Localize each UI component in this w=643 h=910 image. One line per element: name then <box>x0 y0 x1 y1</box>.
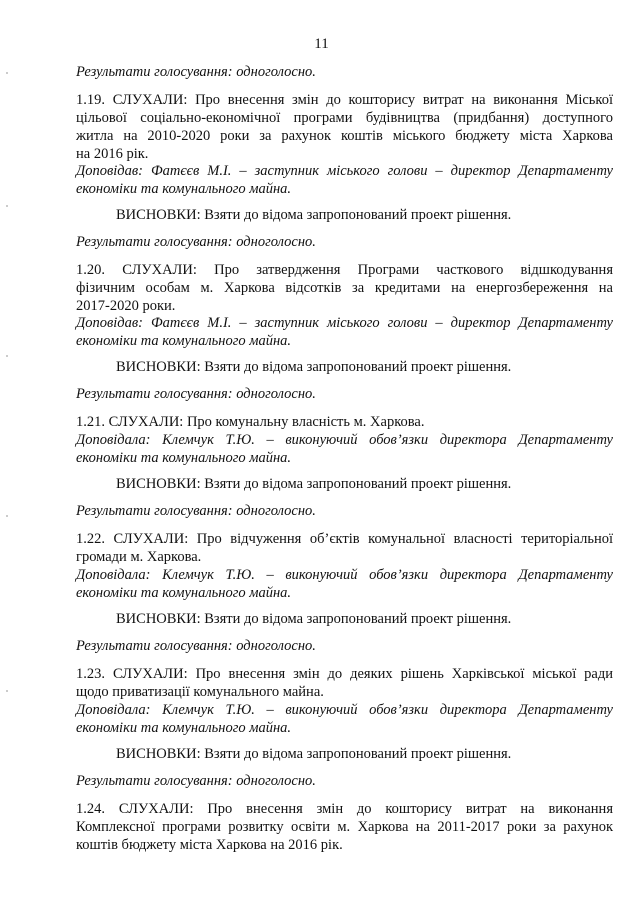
item-1-24-heard-line: Комплексної програми розвитку освіти м. Харкова на 2011-2017 роки за рахунок <box>76 819 613 835</box>
item-1-21-vote-result: Результати голосування: одноголосно. <box>76 503 316 519</box>
item-1-19-reporter: Доповідав: Фатєєв М.І. – заступник міського голови – директор Департаменту <box>76 163 613 179</box>
item-1-21-reporter: економіки та комунального майна. <box>76 450 292 466</box>
item-1-20-reporter: економіки та комунального майна. <box>76 333 292 349</box>
item-1-24-heard-line: коштів бюджету міста Харкова на 2016 рік. <box>76 837 343 853</box>
item-1-23-reporter: Доповідала: Клемчук Т.Ю. – виконуючий обов’язки директора Департаменту <box>76 702 613 718</box>
item-1-23-reporter: економіки та комунального майна. <box>76 720 292 736</box>
item-1-22-heard-line: громади м. Харкова. <box>76 549 202 565</box>
item-1-20-conclusion: ВИСНОВКИ: Взяти до відома запропонований проект рішення. <box>116 359 512 375</box>
page-number: 11 <box>314 36 329 52</box>
item-1-20-reporter: Доповідав: Фатєєв М.І. – заступник міського голови – директор Департаменту <box>76 315 613 331</box>
item-1-19-reporter: економіки та комунального майна. <box>76 181 292 197</box>
item-1-22-vote-result: Результати голосування: одноголосно. <box>76 638 316 654</box>
item-1-23-heard-line: щодо приватизації комунального майна. <box>76 684 324 700</box>
scan-speck <box>6 690 8 692</box>
item-1-22-heard-line: 1.22. СЛУХАЛИ: Про відчуження об’єктів комунальної власності територіальної <box>76 531 613 547</box>
item-1-19-heard-line: цільової соціально-економічної програми будівництва (придбання) доступного <box>76 110 613 126</box>
item-1-20-heard-line: 1.20. СЛУХАЛИ: Про затвердження Програми часткового відшкодування <box>76 262 613 278</box>
item-1-20-heard-line: 2017-2020 роки. <box>76 298 176 314</box>
item-1-21-heard-line: 1.21. СЛУХАЛИ: Про комунальну власність м. Харкова. <box>76 414 425 430</box>
item-1-22-reporter: економіки та комунального майна. <box>76 585 292 601</box>
scan-speck <box>6 205 8 207</box>
item-1-23-conclusion: ВИСНОВКИ: Взяти до відома запропонований проект рішення. <box>116 746 512 762</box>
item-1-19-heard-line: житла на 2010-2020 роки за рахунок коштів міського бюджету міста Харкова <box>76 128 613 144</box>
item-1-23-vote-result: Результати голосування: одноголосно. <box>76 773 316 789</box>
item-1-19-vote-result: Результати голосування: одноголосно. <box>76 234 316 250</box>
item-1-23-heard-line: 1.23. СЛУХАЛИ: Про внесення змін до деяких рішень Харківської міської ради <box>76 666 613 682</box>
item-1-24-heard-line: 1.24. СЛУХАЛИ: Про внесення змін до кошторису витрат на виконання <box>76 801 613 817</box>
item-1-20-heard-line: фізичним особам м. Харкова відсотків за кредитами на енергозбереження на <box>76 280 613 296</box>
scan-speck <box>6 515 8 517</box>
item-1-20-vote-result: Результати голосування: одноголосно. <box>76 386 316 402</box>
scan-speck <box>6 355 8 357</box>
item-1-19-heard-line: на 2016 рік. <box>76 146 149 162</box>
item-1-21-reporter: Доповідала: Клемчук Т.Ю. – виконуючий обов’язки директора Департаменту <box>76 432 613 448</box>
item-1-19-heard-line: 1.19. СЛУХАЛИ: Про внесення змін до кошторису витрат на виконання Міської <box>76 92 613 108</box>
item-1-22-reporter: Доповідала: Клемчук Т.Ю. – виконуючий обов’язки директора Департаменту <box>76 567 613 583</box>
item-1-22-conclusion: ВИСНОВКИ: Взяти до відома запропонований проект рішення. <box>116 611 512 627</box>
item-1-19-conclusion: ВИСНОВКИ: Взяти до відома запропонований проект рішення. <box>116 207 512 223</box>
scan-speck <box>6 72 8 74</box>
vote-result: Результати голосування: одноголосно. <box>76 64 316 80</box>
item-1-21-conclusion: ВИСНОВКИ: Взяти до відома запропонований проект рішення. <box>116 476 512 492</box>
